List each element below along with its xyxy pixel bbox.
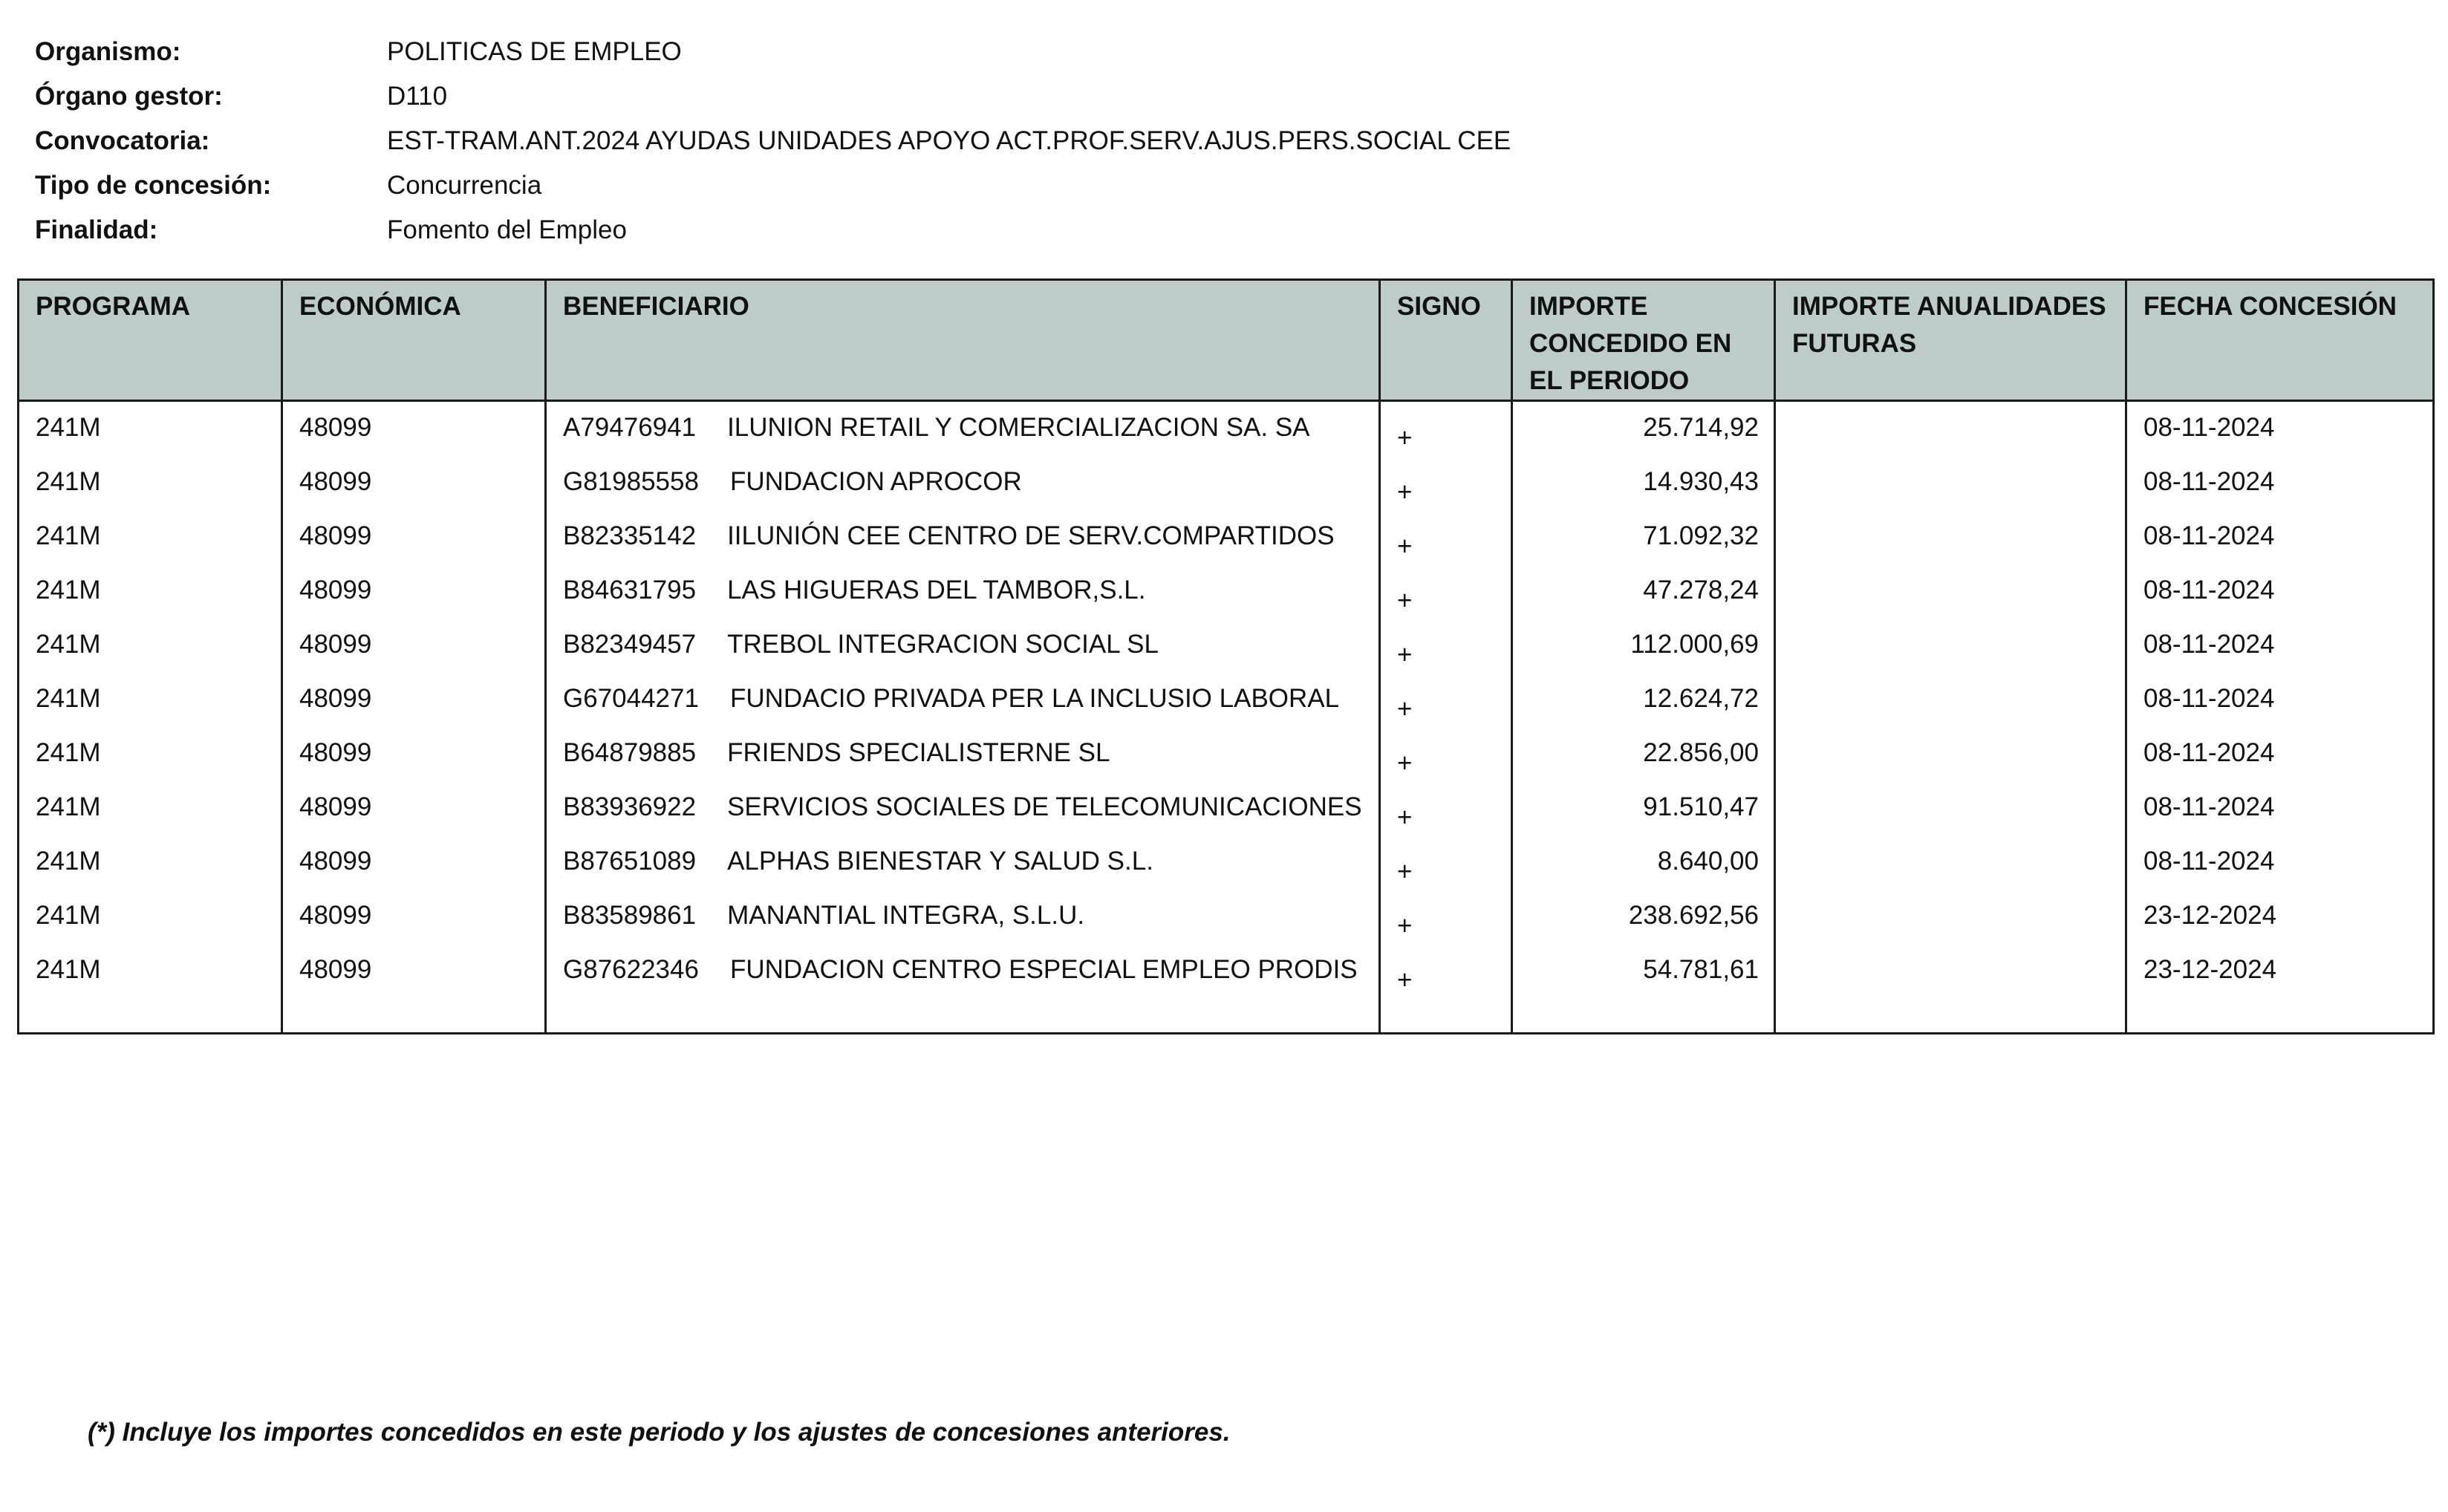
cell-economica: 48099	[282, 463, 546, 518]
beneficiary-name: SERVICIOS SOCIALES DE TELECOMUNICACIONES	[727, 792, 1362, 821]
beneficiary-cif: B87651089	[563, 847, 697, 876]
cell-fecha: 08-11-2024	[2126, 401, 2434, 464]
table-row	[19, 680, 2434, 734]
header-row-convocatoria	[35, 119, 1511, 163]
cell-economica: 48099	[282, 843, 546, 897]
cell-signo: +	[1380, 680, 1512, 734]
column-header-programa: PROGRAMA	[19, 280, 282, 401]
column-header-importe-futuras: IMPORTE ANUALIDADES FUTURAS	[1775, 280, 2126, 401]
cell-programa: 241M	[19, 734, 282, 789]
cell-programa: 241M	[19, 401, 282, 464]
cell-futuras	[1775, 572, 2126, 626]
cell-futuras	[1775, 680, 2126, 734]
cell-fecha: 08-11-2024	[2126, 572, 2434, 626]
beneficiary-cif: B82349457	[563, 630, 697, 659]
cell-fecha: 08-11-2024	[2126, 518, 2434, 572]
column-header-signo: SIGNO	[1380, 280, 1512, 401]
cell-importe: 22.856,00	[1512, 734, 1775, 789]
table-row	[19, 897, 2434, 951]
cell-signo: +	[1380, 789, 1512, 843]
header-label: Órgano gestor:	[35, 82, 223, 111]
column-header-importe-concedido: IMPORTE CONCEDIDO EN EL PERIODO	[1512, 280, 1775, 401]
cell-beneficiario	[546, 401, 1380, 464]
cell-beneficiario	[546, 680, 1380, 734]
beneficiary-cif: G67044271	[563, 684, 699, 713]
table-row	[19, 401, 2434, 464]
header-row-finalidad	[35, 208, 1511, 252]
header-value: D110	[387, 82, 448, 111]
cell-economica: 48099	[282, 789, 546, 843]
cell-importe: 47.278,24	[1512, 572, 1775, 626]
beneficiary-name: FUNDACION APROCOR	[729, 467, 1022, 496]
table-row	[19, 951, 2434, 1034]
cell-beneficiario	[546, 843, 1380, 897]
table-row	[19, 518, 2434, 572]
cell-beneficiario	[546, 518, 1380, 572]
header-value: EST-TRAM.ANT.2024 AYUDAS UNIDADES APOYO ACT.PROF.SERV.AJUS.PERS.SOCIAL CEE	[387, 126, 1511, 155]
cell-signo: +	[1380, 626, 1512, 680]
cell-fecha: 08-11-2024	[2126, 843, 2434, 897]
table-row	[19, 626, 2434, 680]
cell-signo: +	[1380, 734, 1512, 789]
header-label: Convocatoria:	[35, 126, 210, 155]
column-header-fecha-concesion: FECHA CONCESIÓN	[2126, 280, 2434, 401]
cell-futuras	[1775, 897, 2126, 951]
cell-beneficiario	[546, 572, 1380, 626]
beneficiary-cif: A79476941	[563, 413, 697, 442]
cell-beneficiario	[546, 951, 1380, 1034]
header-fields	[35, 30, 1511, 252]
beneficiary-name: IILUNIÓN CEE CENTRO DE SERV.COMPARTIDOS	[727, 521, 1335, 550]
cell-importe: 112.000,69	[1512, 626, 1775, 680]
cell-programa: 241M	[19, 843, 282, 897]
cell-economica: 48099	[282, 680, 546, 734]
column-header-beneficiario: BENEFICIARIO	[546, 280, 1380, 401]
cell-signo: +	[1380, 897, 1512, 951]
table-row	[19, 572, 2434, 626]
cell-economica: 48099	[282, 897, 546, 951]
cell-economica: 48099	[282, 401, 546, 464]
beneficiary-name: TREBOL INTEGRACION SOCIAL SL	[727, 630, 1159, 659]
cell-fecha: 08-11-2024	[2126, 734, 2434, 789]
table-row	[19, 843, 2434, 897]
cell-futuras	[1775, 789, 2126, 843]
cell-futuras	[1775, 951, 2126, 1034]
header-label: Organismo:	[35, 37, 181, 66]
cell-programa: 241M	[19, 789, 282, 843]
beneficiary-cif: B83589861	[563, 901, 697, 930]
cell-importe: 8.640,00	[1512, 843, 1775, 897]
beneficiary-name: LAS HIGUERAS DEL TAMBOR,S.L.	[727, 576, 1146, 605]
cell-signo: +	[1380, 572, 1512, 626]
cell-importe: 12.624,72	[1512, 680, 1775, 734]
cell-programa: 241M	[19, 680, 282, 734]
cell-fecha: 08-11-2024	[2126, 789, 2434, 843]
beneficiary-name: MANANTIAL INTEGRA, S.L.U.	[727, 901, 1085, 930]
beneficiary-name: FRIENDS SPECIALISTERNE SL	[727, 738, 1110, 767]
beneficiary-cif: G81985558	[563, 467, 699, 496]
beneficiary-cif: B82335142	[563, 521, 697, 550]
cell-futuras	[1775, 626, 2126, 680]
beneficiary-name: ILUNION RETAIL Y COMERCIALIZACION SA. SA	[727, 413, 1310, 442]
cell-importe: 238.692,56	[1512, 897, 1775, 951]
footnote: (*) Incluye los importes concedidos en este periodo y los ajustes de concesiones anteriores.	[88, 1418, 1231, 1447]
header-row-organo-gestor	[35, 74, 1511, 119]
table-row	[19, 734, 2434, 789]
cell-economica: 48099	[282, 518, 546, 572]
cell-beneficiario	[546, 897, 1380, 951]
cell-signo: +	[1380, 401, 1512, 464]
header-label: Tipo de concesión:	[35, 171, 272, 200]
cell-importe: 14.930,43	[1512, 463, 1775, 518]
cell-economica: 48099	[282, 951, 546, 1034]
beneficiary-name: FUNDACION CENTRO ESPECIAL EMPLEO PRODIS	[729, 955, 1358, 984]
beneficiary-name: FUNDACIO PRIVADA PER LA INCLUSIO LABORAL	[729, 684, 1340, 713]
cell-economica: 48099	[282, 572, 546, 626]
cell-beneficiario	[546, 734, 1380, 789]
cell-importe: 25.714,92	[1512, 401, 1775, 464]
beneficiary-cif: G87622346	[563, 955, 699, 984]
beneficiary-name: ALPHAS BIENESTAR Y SALUD S.L.	[727, 847, 1153, 876]
cell-signo: +	[1380, 951, 1512, 1034]
cell-programa: 241M	[19, 518, 282, 572]
cell-beneficiario	[546, 789, 1380, 843]
cell-fecha: 23-12-2024	[2126, 897, 2434, 951]
cell-economica: 48099	[282, 626, 546, 680]
cell-programa: 241M	[19, 951, 282, 1034]
cell-fecha: 08-11-2024	[2126, 626, 2434, 680]
table-header-row	[19, 280, 2434, 401]
header-value: POLITICAS DE EMPLEO	[387, 37, 682, 66]
cell-fecha: 23-12-2024	[2126, 951, 2434, 1034]
cell-futuras	[1775, 843, 2126, 897]
cell-importe: 54.781,61	[1512, 951, 1775, 1034]
cell-signo: +	[1380, 843, 1512, 897]
header-value: Fomento del Empleo	[387, 215, 627, 244]
cell-beneficiario	[546, 463, 1380, 518]
cell-futuras	[1775, 734, 2126, 789]
cell-beneficiario	[546, 626, 1380, 680]
beneficiary-cif: B83936922	[563, 792, 697, 821]
cell-signo: +	[1380, 463, 1512, 518]
cell-programa: 241M	[19, 463, 282, 518]
grants-table	[17, 278, 2435, 1034]
header-value: Concurrencia	[387, 171, 542, 200]
beneficiary-cif: B64879885	[563, 738, 697, 767]
cell-programa: 241M	[19, 572, 282, 626]
beneficiary-cif: B84631795	[563, 576, 697, 605]
cell-fecha: 08-11-2024	[2126, 680, 2434, 734]
table-row	[19, 463, 2434, 518]
cell-importe: 91.510,47	[1512, 789, 1775, 843]
cell-programa: 241M	[19, 897, 282, 951]
header-label: Finalidad:	[35, 215, 158, 244]
header-row-tipo-concesion	[35, 163, 1511, 208]
cell-importe: 71.092,32	[1512, 518, 1775, 572]
cell-programa: 241M	[19, 626, 282, 680]
header-row-organismo	[35, 30, 1511, 74]
cell-signo: +	[1380, 518, 1512, 572]
table-row	[19, 789, 2434, 843]
cell-fecha: 08-11-2024	[2126, 463, 2434, 518]
column-header-economica: ECONÓMICA	[282, 280, 546, 401]
cell-economica: 48099	[282, 734, 546, 789]
cell-futuras	[1775, 463, 2126, 518]
cell-futuras	[1775, 518, 2126, 572]
cell-futuras	[1775, 401, 2126, 464]
